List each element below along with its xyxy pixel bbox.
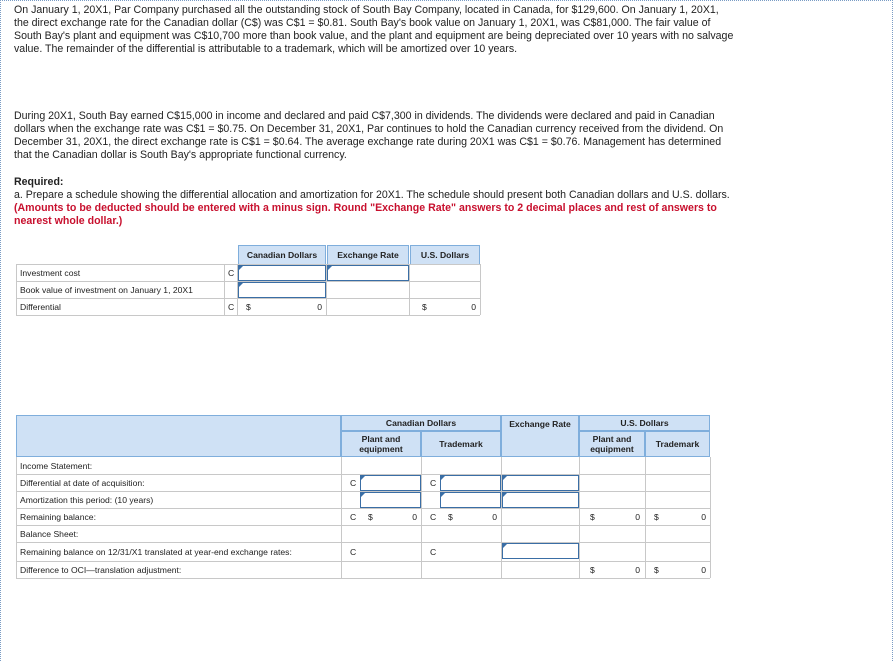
t1-differential-usd-value: 0 [471,302,476,312]
amort-rate-input[interactable] [502,492,579,508]
t2-subheader-cad-plant: Plant and equipment [341,431,421,457]
t1-row-label-book-value: Book value of investment on January 1, 20X1 [20,285,193,295]
t2-rem-cad-symbol-1: $ [368,512,373,522]
t2-subheader-cad-trademark: Trademark [421,431,501,457]
t1-row-label-differential: Differential [20,302,61,312]
amort-plant-cad-input[interactable] [360,492,421,508]
t2-header-cad: Canadian Dollars [341,415,501,431]
t2-rem-usd-value-1: 0 [635,512,640,522]
t2-rem-usd-value-2: 0 [701,512,706,522]
amort-trademark-cad-input[interactable] [440,492,501,508]
t1-differential-cad-value: 0 [317,302,322,312]
t2-subheader-usd-plant: Plant and equipment [579,431,645,457]
t2-rem-cad-value-2: 0 [492,512,497,522]
t2-rem-usd-symbol-2: $ [654,512,659,522]
problem-text-1: On January 1, 20X1, Par Company purchased all the outstanding stock of South Bay Company, located in Canada, for $129,600. On January 1, 20X1, the direct exchange rate for the Canadian dollar (C$) was C$1 = $0.81. South Bay's book value on January 1, 20X1, was C$81,000. The fair value of South Bay's plant and equipment was C$10,700 more than book value, and the plant and equipment are being depreciated over 10 years with no salvage value. The remainder of the differential is attributable to a trademark, which will be amortized over 10 years. [14,4,734,55]
t2-oci-usd-value-2: 0 [701,565,706,575]
t2-header-blank [16,415,341,457]
book-value-cad-input[interactable] [238,282,326,298]
t2-oci-usd-value-1: 0 [635,565,640,575]
problem-paragraph-1 [14,4,734,56]
problem-text-2: During 20X1, South Bay earned C$15,000 in income and declared and paid C$7,300 in dividends. The dividends were declared and paid in Canadian dollars when the exchange rate was C$1 = $0.75. On December 31, 20X1, Par continues to hold the Canadian currency received from the dividend. On December 31, 20X1, the direct exchange rate is C$1 = $0.64. The average exchange rate during 20X1 was C$1 = $0.76. Management has determined that the Canadian dollar is South Bay's appropriate functional currency. [14,110,724,161]
t1-differential-usd-symbol: $ [422,302,427,312]
acq-plant-cad-input[interactable] [360,475,421,491]
t2-oci-usd-symbol-2: $ [654,565,659,575]
t2-rem-cad-prefix-1: C [350,512,357,522]
required-title: Required: [14,176,64,188]
investment-cost-rate-input[interactable] [327,265,409,281]
t2-bs-cad-prefix-2: C [430,547,437,557]
required-text: a. Prepare a schedule showing the differential allocation and amortization for 20X1. The schedule should present both Canadian dollars and U.S. dollars. [14,189,730,201]
acq-trademark-cad-input[interactable] [440,475,501,491]
t2-acq-cad-prefix-2: C [430,478,437,488]
t2-row-income-statement: Income Statement: [20,461,93,471]
problem-paragraph-2 [14,110,734,162]
t1-differential-prefix: C [228,302,235,312]
t2-row-remaining-balance: Remaining balance: [20,512,96,522]
t2-rem-cad-value-1: 0 [412,512,417,522]
t1-header-cad: Canadian Dollars [238,245,326,265]
t2-header-rate: Exchange Rate [501,415,579,457]
t1-row-label-investment: Investment cost [20,268,81,278]
t2-oci-usd-symbol-1: $ [590,565,595,575]
investment-cost-cad-input[interactable] [238,265,326,281]
t2-bs-cad-prefix-1: C [350,547,357,557]
t2-row-oci-adjustment: Difference to OCI—translation adjustment: [20,565,182,575]
t1-differential-cad-symbol: $ [246,302,251,312]
year-end-rate-input[interactable] [502,543,579,559]
required-instruction: (Amounts to be deducted should be entered with a minus sign. Round "Exchange Rate" answers to 2 decimal places and rest of answers to nearest whole dollar.) [14,202,717,227]
t2-row-differential-acquisition: Differential at date of acquisition: [20,478,145,488]
acq-rate-input[interactable] [502,475,579,491]
t2-subheader-usd-trademark: Trademark [645,431,710,457]
t1-header-rate: Exchange Rate [327,245,409,265]
t2-row-amortization: Amortization this period: (10 years) [20,495,154,505]
t2-header-usd: U.S. Dollars [579,415,710,431]
t1-currency-prefix: C [228,268,235,278]
t2-rem-cad-prefix-2: C [430,512,437,522]
t2-rem-cad-symbol-2: $ [448,512,453,522]
t2-row-remaining-translated: Remaining balance on 12/31/X1 translated at year-end exchange rates: [20,547,292,557]
t2-acq-cad-prefix-1: C [350,478,357,488]
t2-rem-usd-symbol-1: $ [590,512,595,522]
required-body [14,189,734,228]
t2-row-balance-sheet: Balance Sheet: [20,529,79,539]
t1-header-usd: U.S. Dollars [410,245,480,265]
